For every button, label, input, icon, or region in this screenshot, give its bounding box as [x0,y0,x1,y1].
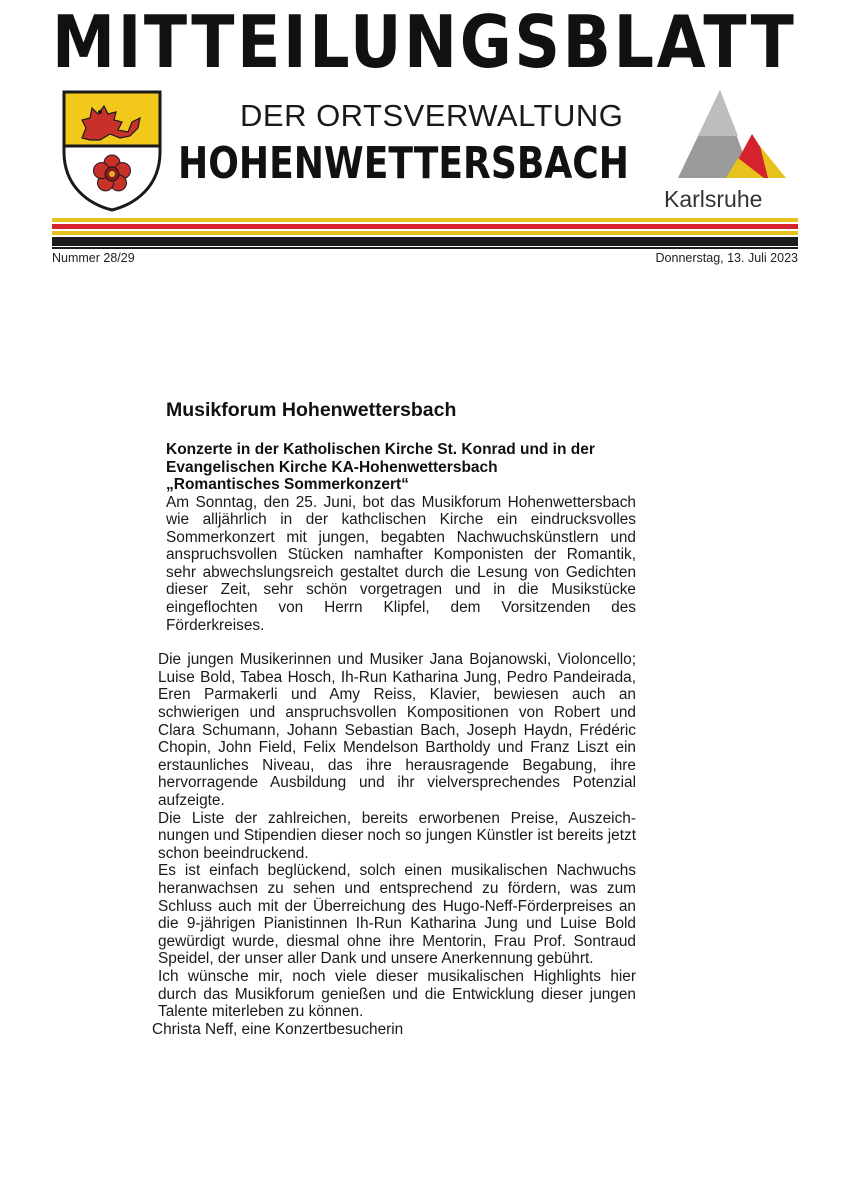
masthead-title: MITTEILUNGSBLATT [52,0,797,84]
article-signature: Christa Neff, eine Konzertbesucherin [152,1020,404,1038]
issue-line [52,251,798,267]
masthead-place: HOHENWETTERSBACH [178,138,629,189]
stripe-black-thin [52,247,798,249]
masthead-stripes [52,218,798,250]
article-subtitle [166,441,636,494]
stripe-yellow-2 [52,231,798,235]
coat-of-arms-logo [60,88,164,212]
stripe-red [52,224,798,229]
article-paragraph: Es ist einfach beglückend, solch einen musikalischen Nachwuchs heranwachsen zu sehen und entsprechend zu fördern, was zum Schluss auch mit der Überreichung des Hugo-Neff-Förderpreises an die 9-jährigen Pianistinnen Ih-Run Katharina Jung und Luise Bold gewürdigt wurde, diesmal ohne ihre Mentorin, Frau Prof. Sontraud Speidel, der unser aller Dank und unsere Anerkennung gebührt. [158,862,636,968]
article-paragraph: Ich wünsche mir, noch viele dieser musikalischen Highlights hier durch das Musikforum genießen und die Entwicklung dieser jungen Talente miterleben zu können. [158,967,636,1021]
article-subtitle-line: Konzerte in der Katholischen Kirche St. Konrad und in der [166,441,595,458]
article-subtitle-line: Evangelischen Kirche KA-Hohenwettersbach [166,458,498,476]
city-logo-label: Karlsruhe [664,186,763,212]
article-paragraph: Die jungen Musikerinnen und Musiker Jana Bojanowski, Violoncello; Luise Bold, Tabea Hosch, Ih-Run Katharina Jung, Pedro Pandeirada, Eren Parmakerli und Amy Reiss, Klavier, bewiesen auch an schwierigen und anspruchsvollen Kompositionen von Robert und Clara Schumann, Johann Sebastian Bach, Joseph Haydn, Frédéric Chopin, John Field, Felix Mendelson Bartholdy und Franz Liszt ein erstaunliches Niveau, das ihre herausragende Begabung, ihre hervorragende Ausbildung und ihr vielversprechendes Potenzial aufzeigte. [158,651,636,809]
issue-date: Donnerstag, 13. Juli 2023 [655,251,798,265]
article [152,398,636,1038]
article-lead: Am Sonntag, den 25. Juni, bot das Musikforum Hohenwettersbach wie alljährlich in der kathclischen Kirche ein eindrucksvolles Sommerkonzert mit jungen, begabten Nachwuchskünstlern und anspruchsvollen Stücken namhafter Komponisten der Romantik, sehr abwechslungsreich gestaltet durch die Lesung von Gedichten dieser Zeit, sehr schön vorgetragen und in die Musikstücke eingeflochten von Herrn Klipfel, dem Vorsitzenden des Förderkreises. [166,493,636,634]
karlsruhe-logo-icon [668,86,792,186]
article-paragraph: Die Liste der zahlreichen, bereits erworbenen Preise, Auszeichnungen und Stipendien dieser noch so jungen Künstler ist bereits jetzt schon beeindruckend. [158,809,636,862]
stripe-black [52,237,798,246]
stripe-yellow [52,218,798,222]
article-subtitle-line: „Romantisches Sommerkonzert“ [166,476,409,493]
masthead-subtitle: DER ORTSVERWALTUNG [240,98,624,133]
article-title: Musikforum Hohenwettersbach [166,399,457,421]
issue-number: Nummer 28/29 [52,251,135,265]
